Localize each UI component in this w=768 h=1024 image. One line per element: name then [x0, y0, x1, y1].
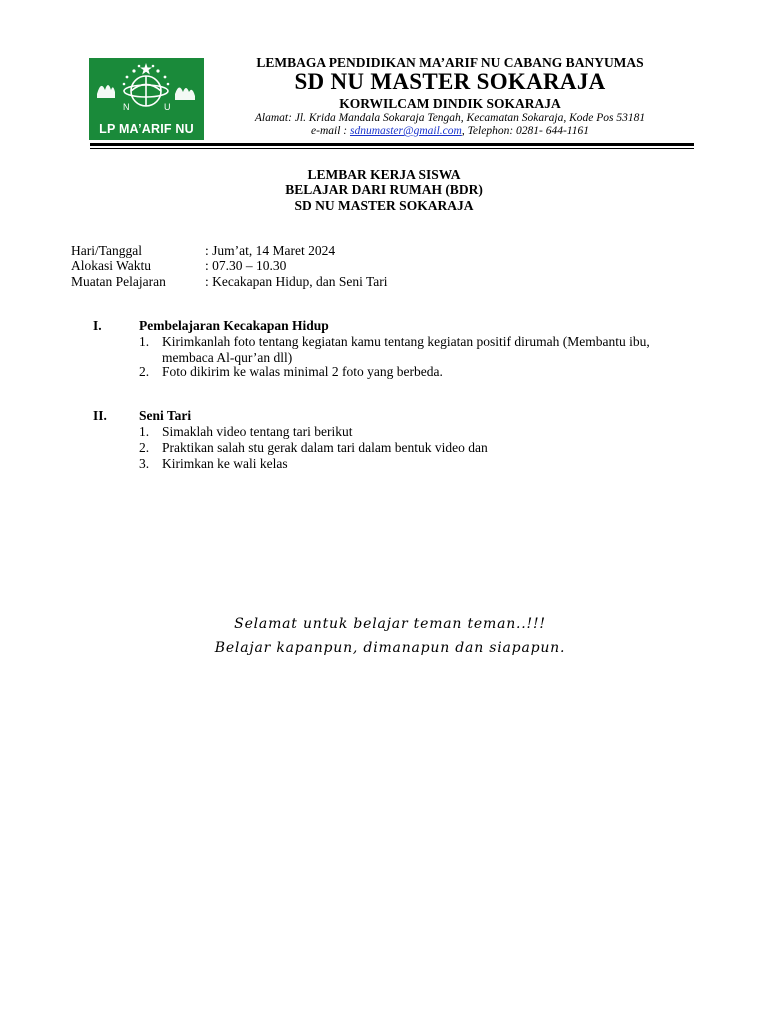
meta-value: : Kecakapan Hidup, dan Seni Tari [205, 274, 388, 289]
meta-row-subject [71, 274, 388, 290]
email-link[interactable]: sdnumaster@gmail.com [349, 125, 462, 137]
contact-line [205, 125, 695, 137]
closing-motto: Belajar kapanpun, dimanapun dan siapapun. [214, 640, 566, 656]
logo-letter-u: U [164, 102, 171, 112]
meta-value: : 07.30 – 10.30 [205, 258, 287, 273]
meta-row-time [71, 258, 286, 274]
item-text: Simaklah video tentang tari berikut [162, 424, 353, 439]
meta-row-date [71, 243, 335, 259]
institution-line: LEMBAGA PENDIDIKAN MA’ARIF NU CABANG BANYUMAS [256, 55, 644, 70]
list-item [139, 440, 699, 456]
item-number: 2. [139, 440, 150, 455]
phone-text: , Telephon: 0281- 644-1161 [461, 125, 589, 137]
meta-label: Hari/Tanggal [71, 243, 143, 258]
section-title: Seni Tari [139, 408, 192, 423]
item-text: Kirimkanlah foto tentang kegiatan kamu tentang kegiatan positif dirumah (Membantu ibu, membaca Al-qur’an dll) [162, 334, 650, 365]
list-item [139, 424, 699, 440]
list-item [139, 334, 699, 366]
meta-label: Muatan Pelajaran [71, 274, 166, 289]
section-number: II. [93, 408, 107, 423]
section-title: Pembelajaran Kecakapan Hidup [139, 318, 329, 333]
nu-emblem-icon [89, 58, 204, 124]
logo-label: LP MA’ARIF NU [99, 122, 194, 136]
list-item [139, 364, 699, 380]
header-divider-thin [90, 148, 694, 149]
item-number: 2. [139, 364, 150, 379]
item-number: 3. [139, 456, 150, 471]
item-text: Kirimkan ke wali kelas [162, 456, 288, 471]
item-text: Foto dikirim ke walas minimal 2 foto yang berbeda. [162, 364, 443, 379]
section-number: I. [93, 318, 102, 333]
item-text: Praktikan salah stu gerak dalam tari dalam bentuk video dan [162, 440, 488, 455]
item-number: 1. [139, 334, 150, 349]
closing-greeting: Selamat untuk belajar teman teman..!!! [234, 616, 546, 632]
logo-letter-n: N [123, 102, 130, 112]
worksheet-school: SD NU MASTER SOKARAJA [294, 198, 474, 213]
worksheet-title: LEMBAR KERJA SISWA [307, 167, 461, 182]
lp-maarif-nu-logo [89, 58, 204, 140]
item-number: 1. [139, 424, 150, 439]
list-item [139, 456, 699, 472]
school-name: SD NU MASTER SOKARAJA [294, 69, 606, 94]
meta-label: Alokasi Waktu [71, 258, 152, 273]
korwilcam-line: KORWILCAM DINDIK SOKARAJA [339, 96, 561, 111]
header-divider-thick [90, 143, 694, 146]
meta-value: : Jum’at, 14 Maret 2024 [205, 243, 336, 258]
email-prefix: e-mail : [311, 125, 350, 137]
worksheet-subtitle: BELAJAR DARI RUMAH (BDR) [285, 182, 483, 197]
address-line: Alamat: Jl. Krida Mandala Sokaraja Tengah, Kecamatan Sokaraja, Kode Pos 53181 [254, 112, 646, 124]
